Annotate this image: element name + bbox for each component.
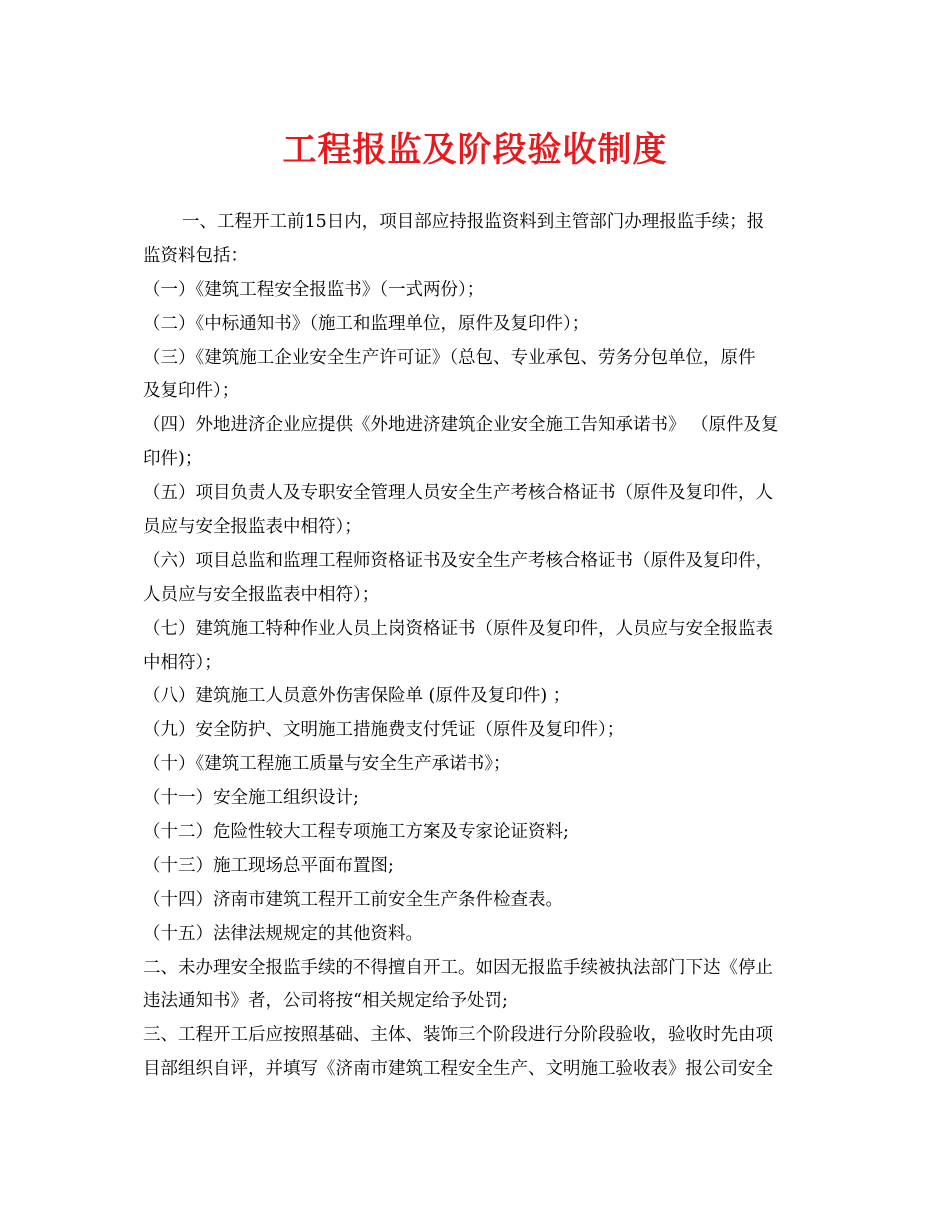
list-item-line: （三）《建筑施工企业安全生产许可证》（总包、专业承包、劳务分包单位，原件 — [143, 347, 756, 368]
list-item-line: （九）安全防护、文明施工措施费支付凭证（原件及复印件）； — [143, 720, 625, 741]
paragraph-line: 监资料包括： — [143, 245, 248, 266]
list-item-line: （八）建筑施工人员意外伤害保险单 (原件及复印件) ； — [143, 686, 571, 707]
list-item-line: （七）建筑施工特种作业人员上岗资格证书（原件及复印件，人员应与安全报监表 — [143, 618, 773, 639]
list-item-line: （二）《中标通知书》（施工和监理单位，原件及复印件）； — [143, 313, 590, 334]
list-item-line: 中相符）； — [143, 652, 222, 673]
list-item-line: （四）外地进济企业应提供《外地进济建筑企业安全施工告知承诺书》 （原件及复 — [143, 415, 779, 436]
list-item-line: （一）《建筑工程安全报监书》（一式两份）； — [143, 279, 485, 300]
paragraph-line: 三、工程开工后应按照基础、主体、装饰三个阶段进行分阶段验收，验收时先由项 — [143, 1025, 773, 1046]
list-item-line: （十三）施工现场总平面布置图; — [143, 855, 394, 876]
paragraph-line: 目部组织自评，并填写《济南市建筑工程安全生产、文明施工验收表》报公司安全 — [143, 1059, 773, 1080]
paragraph-line: 一、工程开工前15日内，项目部应持报监资料到主管部门办理报监手续；报 — [182, 212, 765, 232]
list-item-line: （十四）济南市建筑工程开工前安全生产条件检查表。 — [143, 889, 563, 910]
list-item-line: 及复印件）； — [143, 381, 240, 402]
list-item-line: （十五）法律法规规定的其他资料。 — [143, 923, 423, 944]
list-item-line: 印件)； — [143, 449, 203, 470]
list-item-line: （六）项目总监和监理工程师资格证书及安全生产考核合格证书（原件及复印件， — [143, 550, 773, 571]
paragraph-line: 二、未办理安全报监手续的不得擅自开工。如因无报监手续被执法部门下达《停止 — [143, 957, 773, 978]
document-body — [143, 206, 813, 1087]
list-item-line: 员应与安全报监表中相符）； — [143, 517, 362, 538]
paragraph-line: 违法通知书》者，公司将按“相关规定给予处罚; — [143, 991, 508, 1012]
document-title: 工程报监及阶段验收制度 — [282, 130, 668, 170]
list-item-line: （十二）危险性较大工程专项施工方案及专家论证资料; — [143, 822, 569, 843]
list-item-line: （十一）安全施工组织设计; — [143, 788, 359, 809]
list-item-line: （十）《建筑工程施工质量与安全生产承诺书》； — [143, 754, 511, 775]
list-item-line: 人员应与安全报监表中相符）； — [143, 584, 380, 605]
list-item-line: （五）项目负责人及专职安全管理人员安全生产考核合格证书（原件及复印件，人 — [143, 483, 773, 504]
